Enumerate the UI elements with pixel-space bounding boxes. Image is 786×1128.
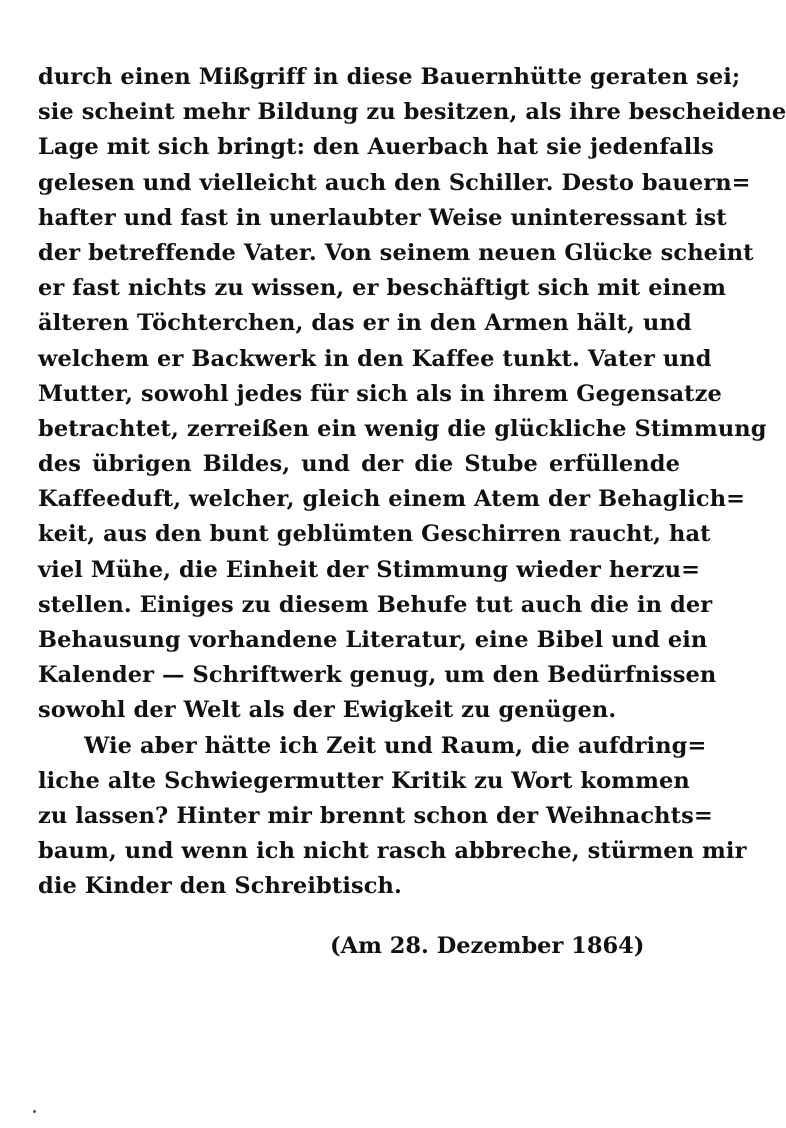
text-line: die Kinder den Schreibtisch. [38, 873, 402, 900]
text-line: des übrigen Bildes, und der die Stube erfüllende [38, 451, 680, 478]
text-line: durch einen Mißgriff in diese Bauernhütte geraten sei; [38, 64, 741, 90]
text-line: zu lassen? Hinter mir brennt schon der Weihnachts= [38, 802, 713, 829]
text-line: älteren Töchterchen, das er in den Armen hält, und [38, 310, 692, 337]
text-line: Kaffeeduft, welcher, gleich einem Atem der Behaglich= [38, 486, 746, 513]
text-line: liche alte Schwiegermutter Kritik zu Wort kommen [38, 767, 690, 794]
text-line: baum, und wenn ich nicht rasch abbreche, stürmen mir [38, 838, 747, 865]
dateline: (Am 28. Dezember 1864) [330, 933, 645, 959]
text-line: Wie aber hätte ich Zeit und Raum, die aufdring= [84, 732, 707, 759]
text-line: Lage mit sich bringt: den Auerbach hat sie jedenfalls [38, 134, 714, 161]
body-text [38, 60, 786, 905]
text-line: der betreffende Vater. Von seinem neuen Glücke scheint [38, 239, 754, 266]
text-line: viel Mühe, die Einheit der Stimmung wieder herzu= [38, 556, 701, 583]
text-line: Kalender — Schriftwerk genug, um den Bedürfnissen [38, 662, 717, 689]
paragraph-1 [38, 60, 786, 729]
text-line: er fast nichts zu wissen, er beschäftigt sich mit einem [38, 275, 727, 302]
text-line: hafter und fast in unerlaubter Weise uninteressant ist [38, 204, 727, 231]
print-speck [33, 1110, 36, 1113]
paragraph-2 [38, 729, 747, 905]
text-line: sie scheint mehr Bildung zu besitzen, als ihre bescheidene [38, 99, 786, 126]
text-line: betrachtet, zerreißen ein wenig die glückliche Stimmung [38, 415, 767, 442]
text-line: gelesen und vielleicht auch den Schiller. Desto bauern= [38, 169, 751, 196]
text-line: Behausung vorhandene Literatur, eine Bibel und ein [38, 627, 708, 653]
text-line: Mutter, sowohl jedes für sich als in ihrem Gegensatze [38, 380, 722, 407]
text-line: stellen. Einiges zu diesem Behufe tut auch die in der [38, 591, 713, 618]
text-line: welchem er Backwerk in den Kaffee tunkt. Vater und [38, 345, 712, 372]
text-line: sowohl der Welt als der Ewigkeit zu genügen. [38, 697, 617, 724]
text-line: keit, aus den bunt geblümten Geschirren raucht, hat [38, 521, 711, 548]
